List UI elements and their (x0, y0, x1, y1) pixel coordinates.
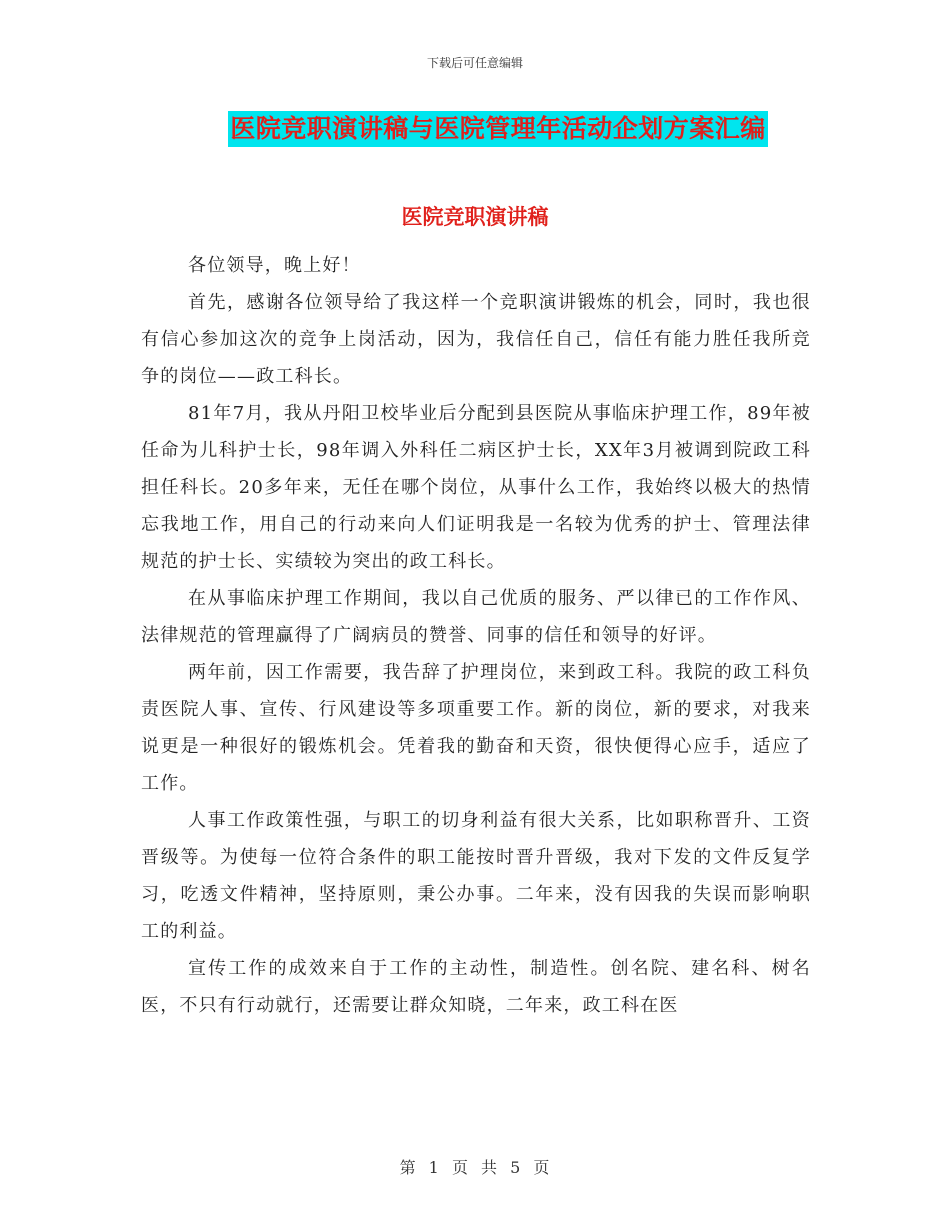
page-number-footer: 第 1 页 共 5 页 (399, 1158, 551, 1177)
document-body (141, 247, 811, 1024)
paragraph: 两年前，因工作需要，我告辞了护理岗位，来到政工科。我院的政工科负责医院人事、宣传、行风建设等多项重要工作。新的岗位，新的要求，对我来说更是一种很好的锻炼机会。凭着我的勤奋和天资，很快便得心应手，适应了工作。 (141, 662, 811, 794)
page-header-note: 下载后可任意编辑 (426, 56, 523, 70)
section-title: 医院竞职演讲稿 (401, 204, 549, 229)
paragraph: 人事工作政策性强，与职工的切身利益有很大关系，比如职称晋升、工资晋级等。为使每一位符合条件的职工能按时晋升晋级，我对下发的文件反复学习，吃透文件精神，坚持原则，秉公办事。二年来，没有因我的失误而影响职工的利益。 (141, 810, 811, 942)
main-title: 医院竞职演讲稿与医院管理年活动企划方案汇编 (228, 111, 768, 147)
paragraph: 宣传工作的成效来自于工作的主动性，制造性。创名院、建名科、树名医，不只有行动就行，还需要让群众知晓，二年来，政工科在医 (141, 958, 811, 1016)
paragraph-greeting: 各位领导，晚上好！ (188, 255, 361, 276)
paragraph: 首先，感谢各位领导给了我这样一个竞职演讲锻炼的机会，同时，我也很有信心参加这次的竞争上岗活动，因为，我信任自己，信任有能力胜任我所竞争的岗位——政工科长。 (141, 292, 811, 387)
paragraph: 81年7月，我从丹阳卫校毕业后分配到县医院从事临床护理工作，89年被任命为儿科护士长，98年调入外科任二病区护士长，XX年3月被调到院政工科担任科长。20多年来，无任在哪个岗位，从事什么工作，我始终以极大的热情忘我地工作，用自己的行动来向人们证明我是一名较为优秀的护士、管理法律规范的护士长、实绩较为突出的政工科长。 (141, 403, 811, 572)
paragraph: 在从事临床护理工作期间，我以自己优质的服务、严以律已的工作作风、法律规范的管理赢得了广阔病员的赞誉、同事的信任和领导的好评。 (141, 588, 811, 646)
main-title-container (0, 111, 950, 147)
